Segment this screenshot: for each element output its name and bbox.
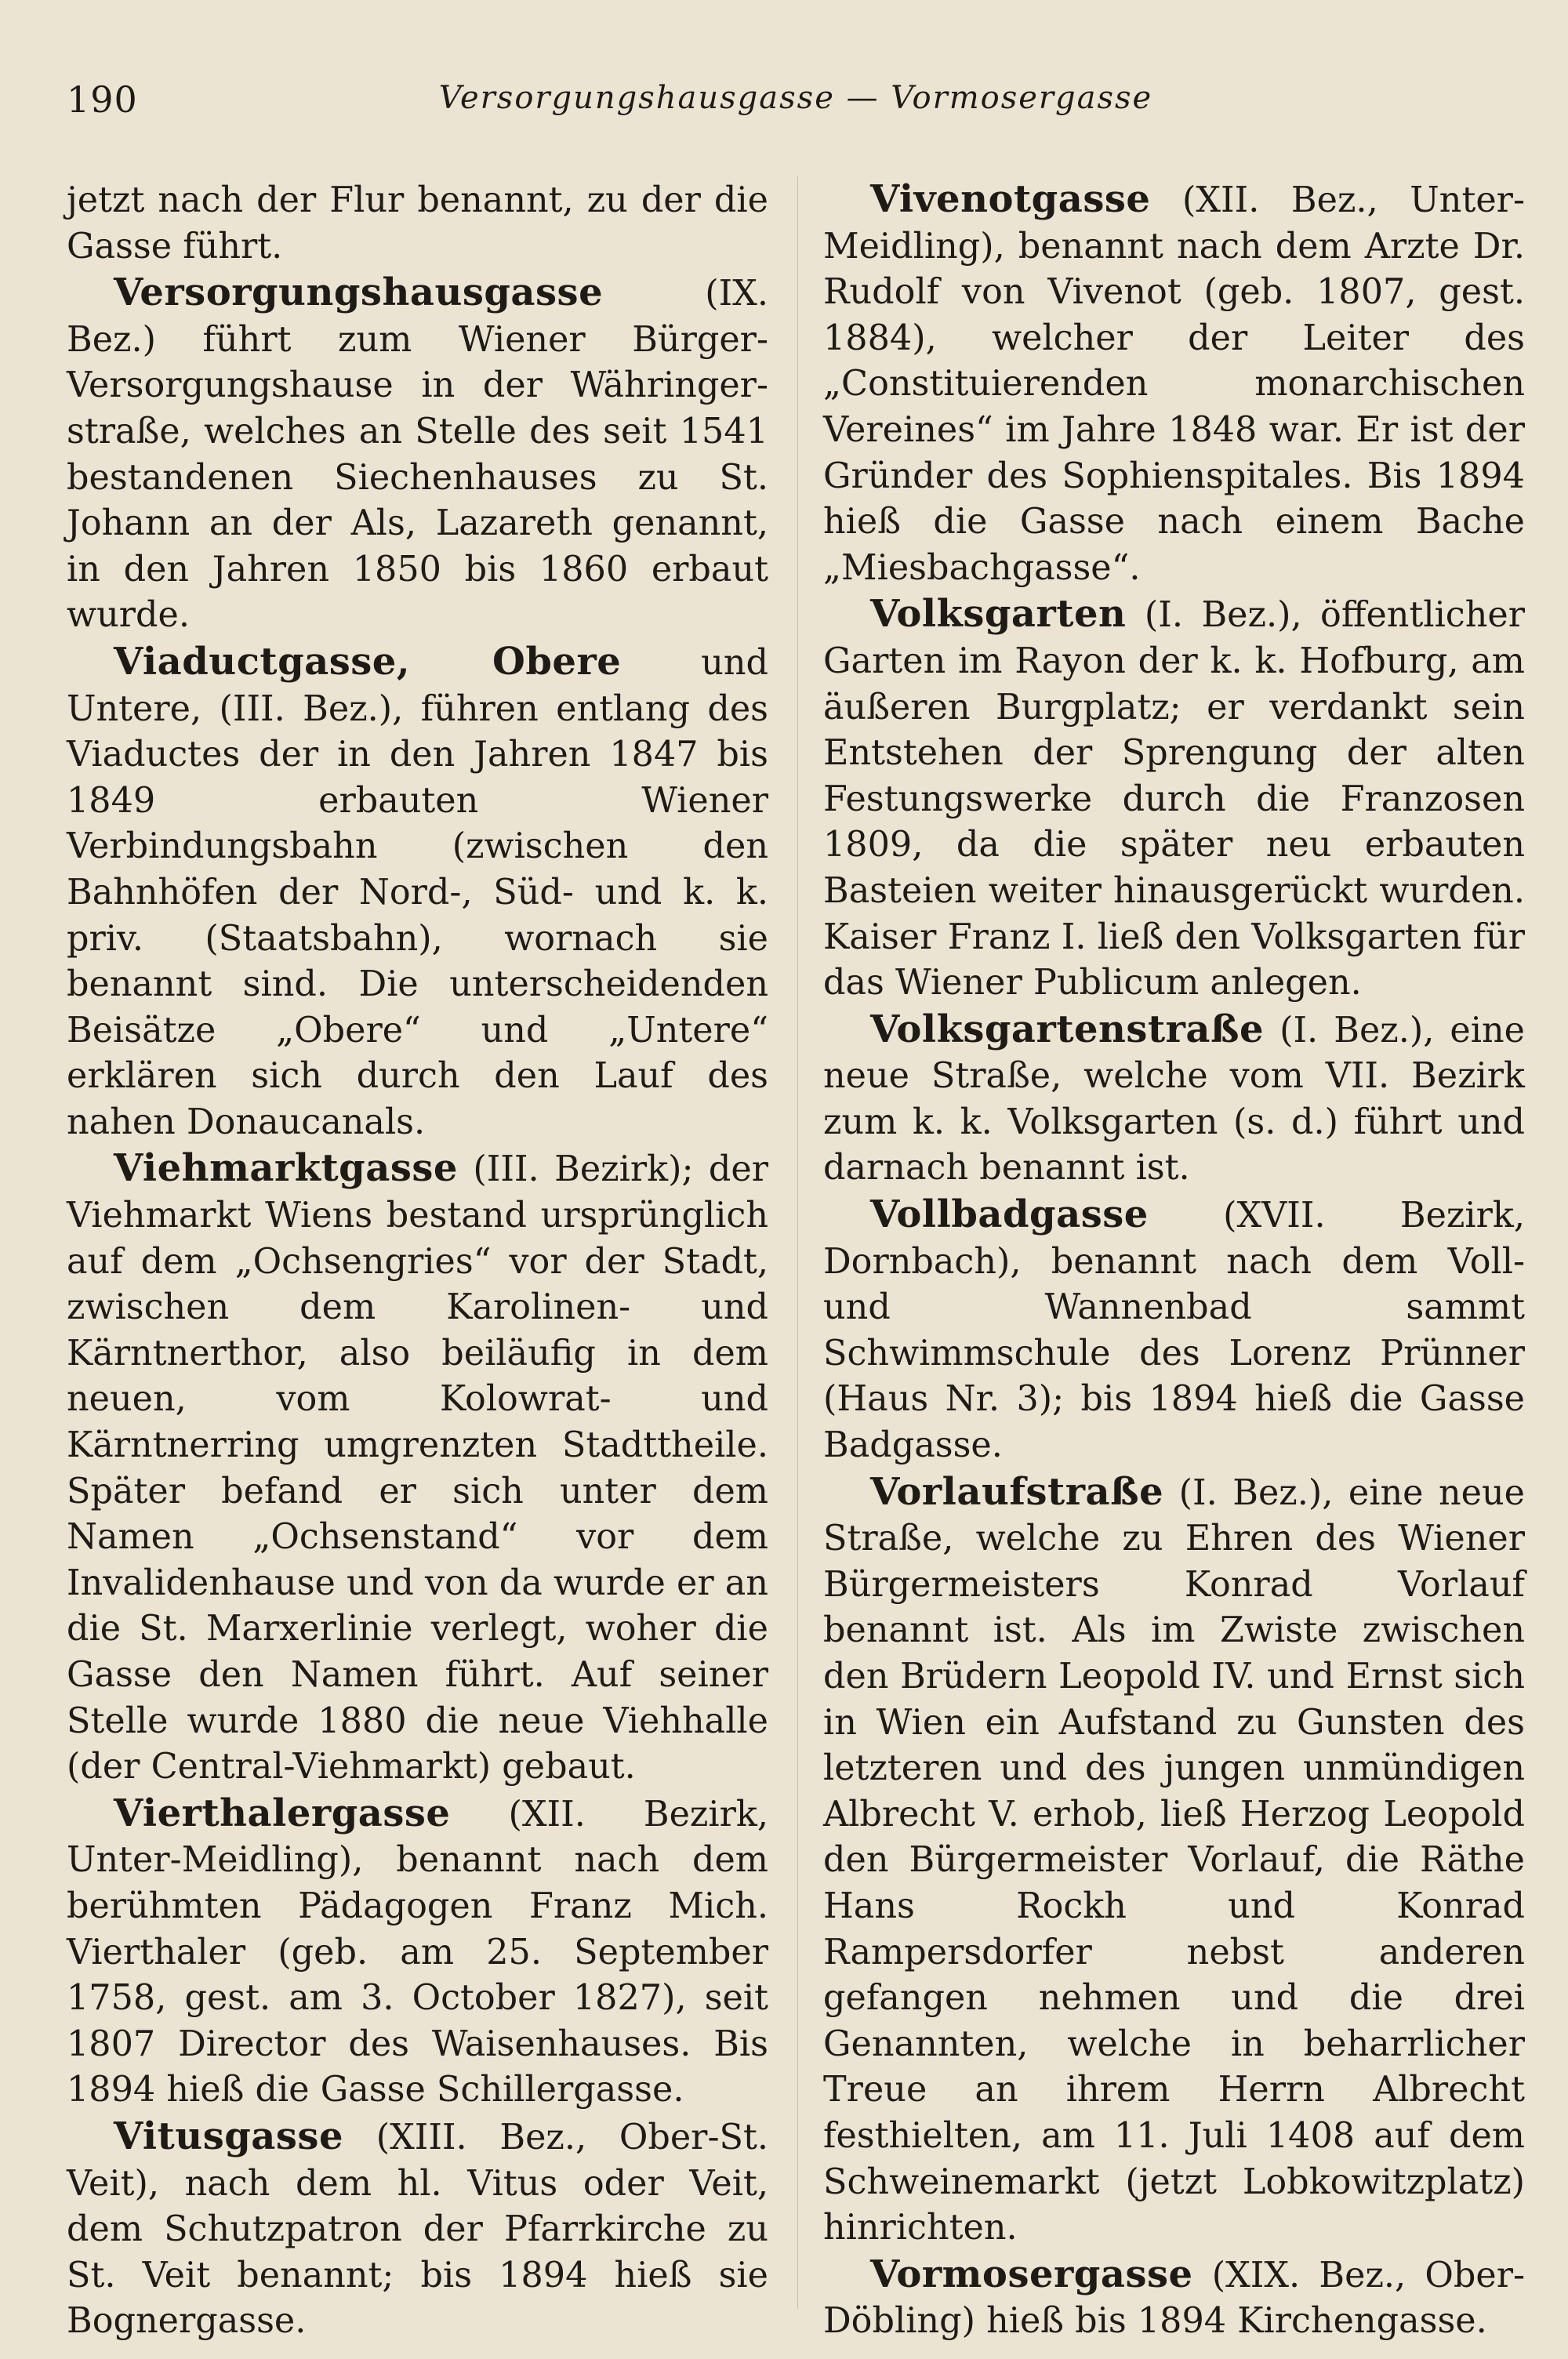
entry-continuation bbox=[67, 176, 768, 270]
entry-vorlaufstrasse bbox=[823, 1469, 1525, 2252]
page-number: 190 bbox=[67, 78, 138, 121]
entry-text: und Untere, (III. Bez.), führen entlang des Viaductes der in den Jahren 1847 bis 1849 erbauten Wiener Verbindungsbahn (zwischen den Bahnhöfen der Nord-, Süd- und k. k. priv. (Staatsbahn), wornach sie benannt sind. Die unterscheidenden Beisätze „Obere“ und „Untere“ erklären sich durch den Lauf des nahen Donaucanals. bbox=[67, 642, 768, 1142]
entry-text: (XII. Bezirk, Unter-Meidling), benannt nach dem berühmten Pädagogen Franz Mich. Vierthaler (geb. am 25. September 1758, gest. am 3. October 1827), seit 1807 Director des Waisenhauses. Bis 1894 hieß die Gasse Schillergasse. bbox=[67, 1794, 768, 2110]
entry-text: (IX. Bez.) führt zum Wiener Bürger-Versorgungshause in der Währinger-straße, welches an Stelle des seit 1541 bestandenen Siechenhauses zu St. Johann an der Als, Lazareth genannt, in den Jahren 1850 bis 1860 erbaut wurde. bbox=[67, 274, 768, 636]
column-divider bbox=[797, 176, 798, 2309]
entry-vormosergasse bbox=[823, 2252, 1525, 2345]
entry-headword: Vierthalergasse bbox=[114, 1791, 451, 1835]
entry-headword: Vitusgasse bbox=[114, 2114, 343, 2158]
entry-headword: Vormosergasse bbox=[870, 2252, 1193, 2296]
entry-vitusgasse bbox=[67, 2114, 768, 2345]
entry-text: (XVII. Bezirk, Dornbach), benannt nach dem Voll- und Wannenbad sammt Schwimmschule des Lorenz Prünner (Haus Nr. 3); bis 1894 hieß die Gasse Badgasse. bbox=[823, 1196, 1525, 1466]
entry-headword: Vollbadgasse bbox=[870, 1192, 1149, 1237]
entry-viehmarktgasse bbox=[67, 1145, 768, 1790]
entry-vollbadgasse bbox=[823, 1192, 1525, 1469]
entry-vivenotgasse bbox=[823, 176, 1525, 591]
entry-headword: Volksgarten bbox=[870, 592, 1127, 637]
entry-text: jetzt nach der Flur benannt, zu der die Gasse führt. bbox=[67, 180, 768, 267]
entry-text: (XIII. Bez., Ober-St. Veit), nach dem hl. Vitus oder Veit, dem Schutzpatron der Pfarrkirche zu St. Veit benannt; bis 1894 hieß sie Bognergasse. bbox=[67, 2117, 768, 2342]
page-header bbox=[67, 78, 1525, 125]
entry-volksgarten bbox=[823, 591, 1525, 1006]
entry-headword: Vivenotgasse bbox=[870, 177, 1151, 221]
entry-headword: Viaductgasse, Obere bbox=[114, 639, 622, 684]
entry-versorgungshausgasse bbox=[67, 270, 768, 639]
entry-headword: Volksgartenstraße bbox=[870, 1007, 1265, 1051]
right-column bbox=[823, 176, 1525, 2345]
entry-volksgartenstrasse bbox=[823, 1007, 1525, 1192]
entry-headword: Versorgungshausgasse bbox=[114, 270, 604, 315]
running-head: Versorgungshausgasse — Vormosergasse bbox=[438, 80, 1153, 116]
entry-viaductgasse bbox=[67, 639, 768, 1146]
entry-text: (XII. Bez., Unter-Meidling), benannt nach dem Arzte Dr. Rudolf von Vivenot (geb. 1807, gest. 1884), welcher der Leiter des „Constituierenden monarchischen Vereines“ im Jahre 1848 war. Er ist der Gründer des Sophienspitales. Bis 1894 hieß die Gasse nach einem Bache „Miesbachgasse“. bbox=[823, 180, 1525, 588]
left-column bbox=[67, 176, 768, 2345]
entry-text: (I. Bez.), eine neue Straße, welche zu Ehren des Wiener Bürgermeisters Konrad Vorlauf benannt ist. Als im Zwiste zwischen den Brüdern Leopold IV. und Ernst sich in Wien ein Aufstand zu Gunsten des letzteren und des jungen unmündigen Albrecht V. erhob, ließ Herzog Leopold den Bürgermeister Vorlauf, die Räthe Hans Rockh und Konrad Rampersdorfer nebst anderen gefangen nehmen und die drei Genannten, welche in beharrlicher Treue an ihrem Herrn Albrecht festhielten, am 11. Juli 1408 auf dem Schweinemarkt (jetzt Lobkowitzplatz) hinrichten. bbox=[823, 1472, 1525, 2248]
entry-text: (III. Bezirk); der Viehmarkt Wiens bestand ursprünglich auf dem „Ochsengries“ vor der Stadt, zwischen dem Karolinen- und Kärntnerthor, also beiläufig in dem neuen, vom Kolowrat- und Kärntnerring umgrenzten Stadttheile. Später befand er sich unter dem Namen „Ochsenstand“ vor dem Invalidenhause und von da wurde er an die St. Marxerlinie verlegt, woher die Gasse den Namen führt. Auf seiner Stelle wurde 1880 die neue Viehhalle (der Central-Viehmarkt) gebaut. bbox=[67, 1149, 768, 1787]
entry-text: (XIX. Bez., Ober-Döbling) hieß bis 1894 Kirchengasse. bbox=[823, 2255, 1525, 2342]
text-columns bbox=[67, 176, 1525, 2342]
entry-text: (I. Bez.), öffentlicher Garten im Rayon der k. k. Hofburg, am äußeren Burgplatz; er verdankt sein Entstehen der Sprengung der alten Festungswerke durch die Franzosen 1809, da die später neu erbauten Basteien weiter hinausgerückt wurden. Kaiser Franz I. ließ den Volksgarten für das Wiener Publicum anlegen. bbox=[823, 595, 1525, 1003]
entry-headword: Vorlaufstraße bbox=[870, 1469, 1164, 1514]
entry-text: (I. Bez.), eine neue Straße, welche vom VII. Bezirk zum k. k. Volksgarten (s. d.) führt und darnach benannt ist. bbox=[823, 1010, 1525, 1189]
entry-headword: Viehmarktgasse bbox=[114, 1146, 458, 1191]
entry-vierthalergasse bbox=[67, 1791, 768, 2114]
